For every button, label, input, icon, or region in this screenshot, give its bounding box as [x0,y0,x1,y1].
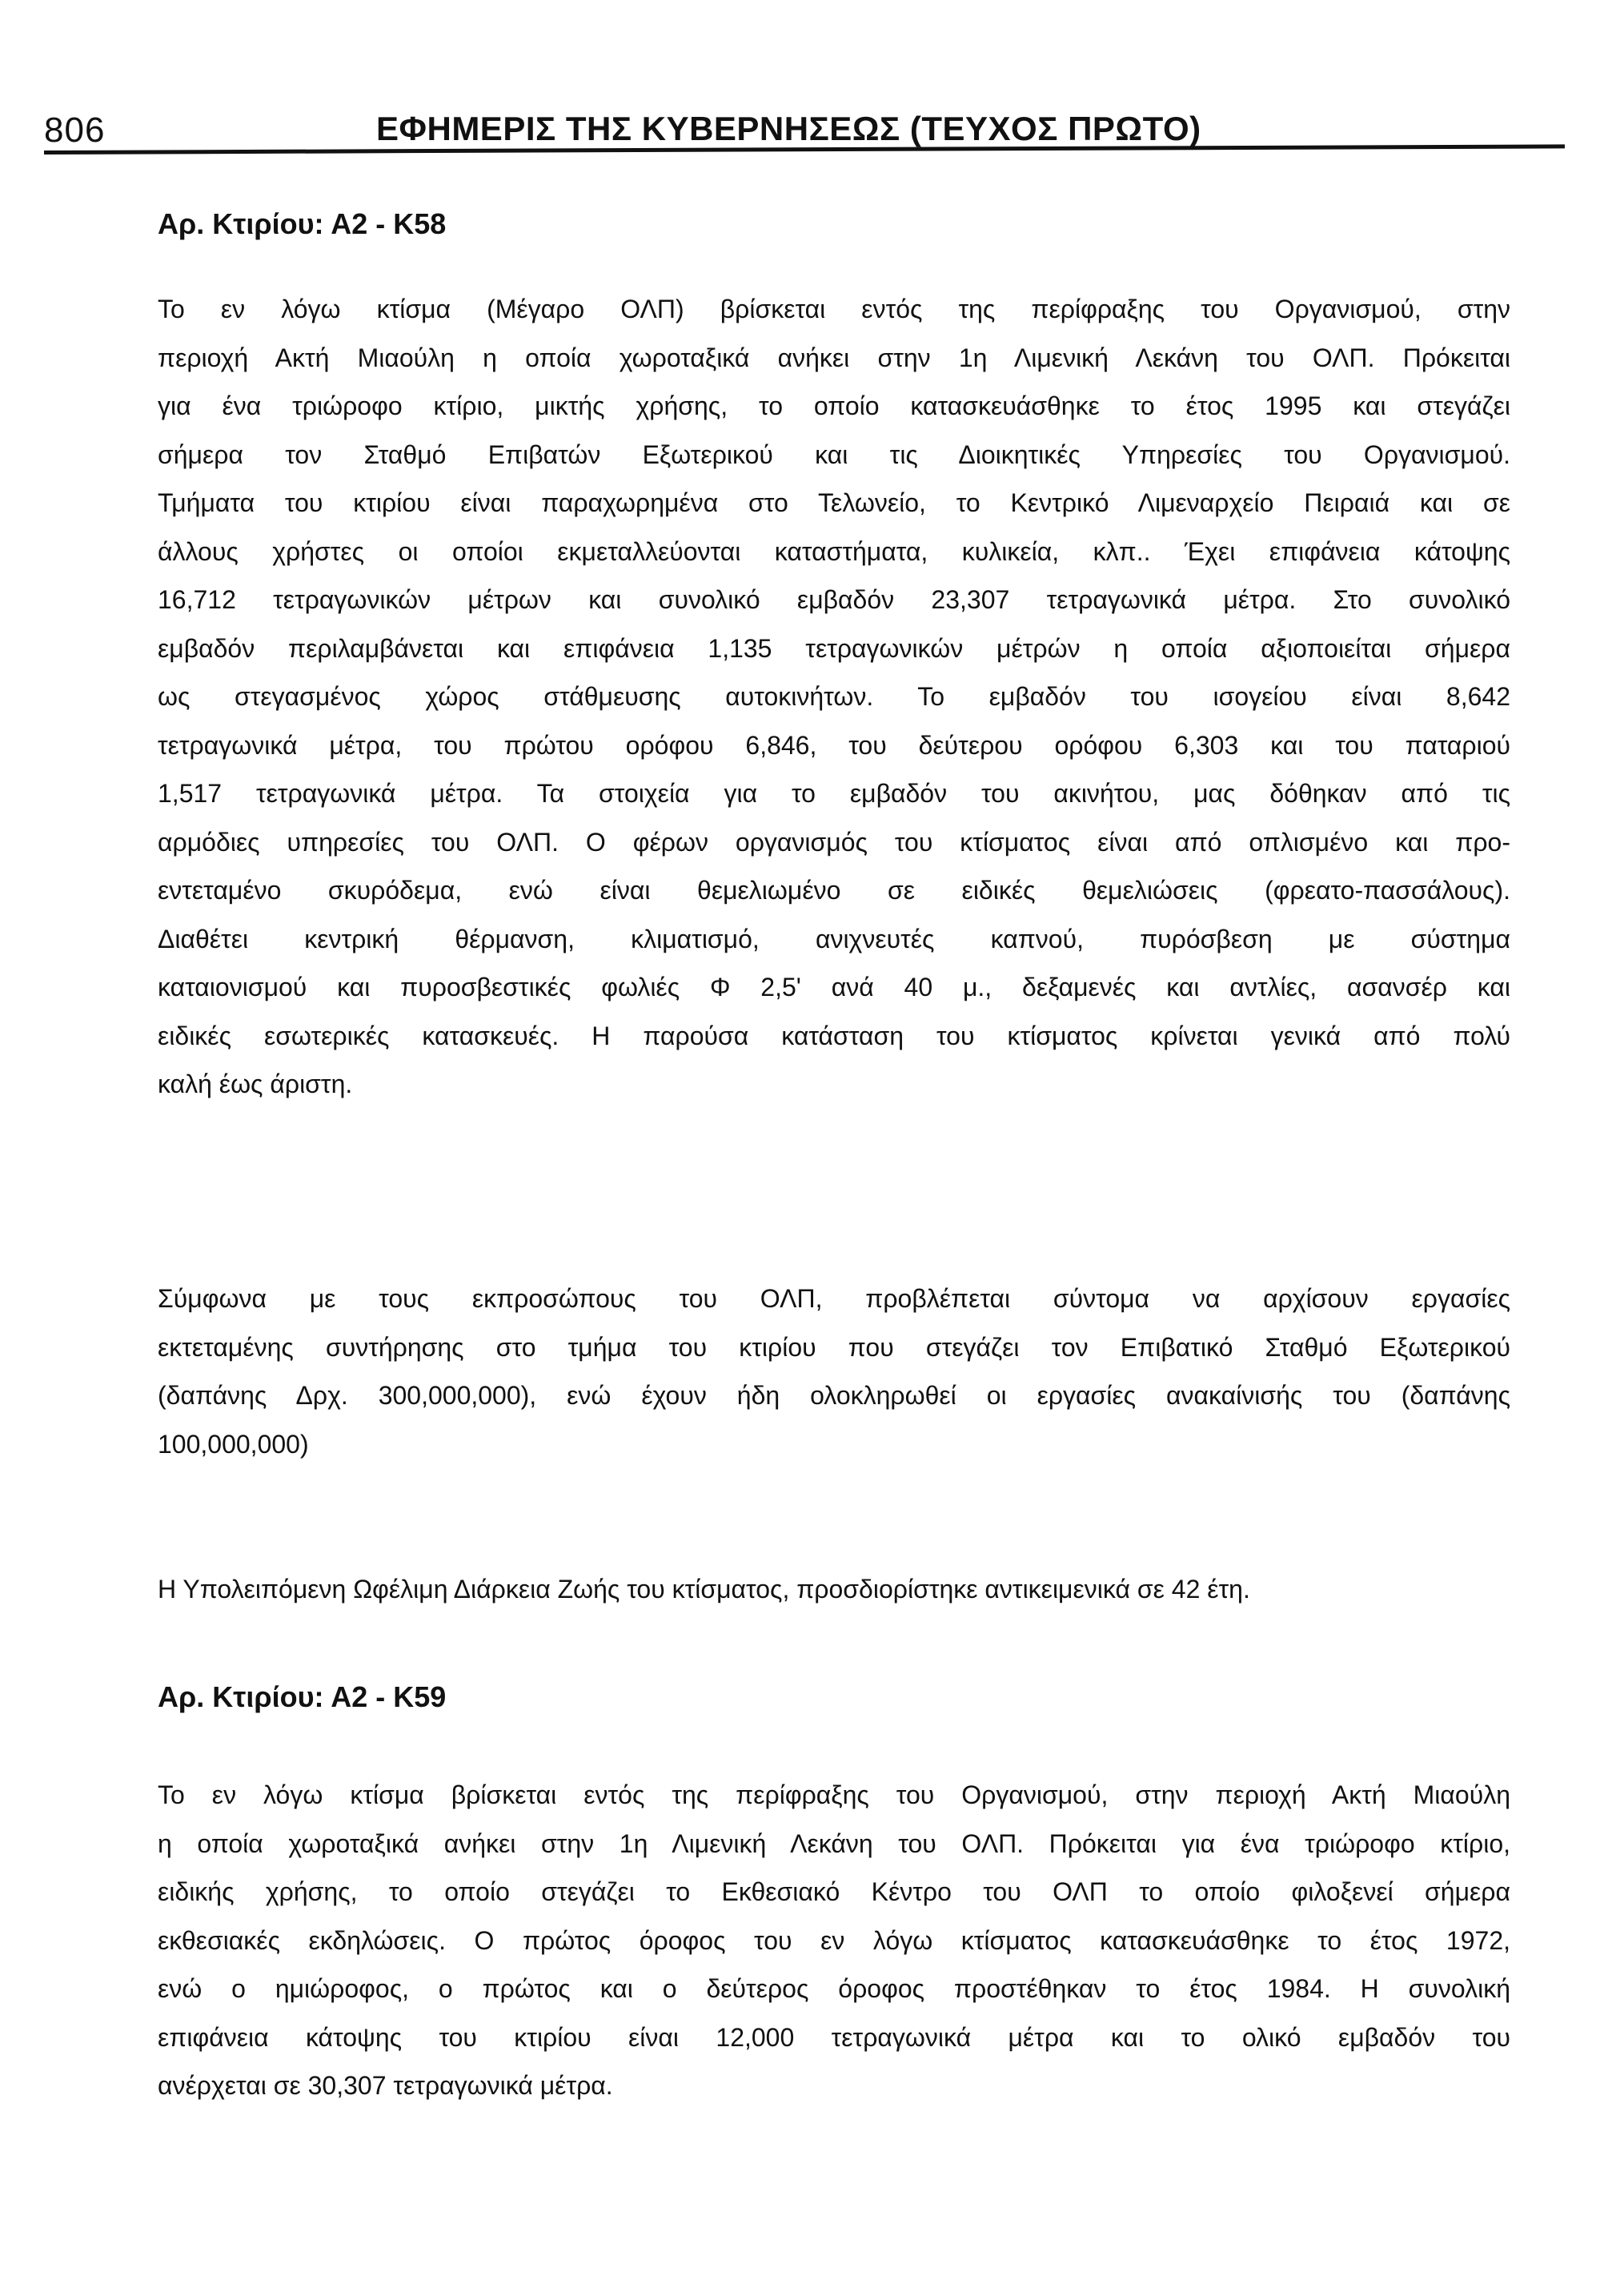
text-line: ανέρχεται σε 30,307 τετραγωνικά μέτρα. [158,2071,613,2100]
text-line: ενώ ο ημιώροφος, ο πρώτος και ο δεύτερος όροφος προστέθηκαν το έτος 1984. Η συνολική [158,1974,1510,2003]
section-heading-k58: Αρ. Κτιρίου: Α2 - Κ58 [158,207,447,240]
paragraph-k59-description [158,1771,1510,2110]
paragraph-k58-description [158,285,1510,1109]
text-line: 16,712 τετραγωνικών μέτρων και συνολικό εμβαδόν 23,307 τετραγωνικά μέτρα. Στο συνολικό [158,585,1510,614]
text-line: ειδικές εσωτερικές κατασκευές. Η παρούσα κατάσταση του κτίσματος κρίνεται γενικά από πολύ [158,1021,1510,1050]
text-line: 100,000,000) [158,1429,309,1459]
text-line: Το εν λόγω κτίσμα (Μέγαρο ΟΛΠ) βρίσκεται εντός της περίφραξης του Οργανισμού, στην [158,295,1510,323]
text-line: αρμόδιες υπηρεσίες του ΟΛΠ. Ο φέρων οργανισμός του κτίσματος είναι από οπλισμένο και προ- [158,827,1510,857]
text-line: για ένα τριώροφο κτίριο, μικτής χρήσης, το οποίο κατασκευάσθηκε το έτος 1995 και στεγάζει [158,391,1510,420]
text-line: καταιονισμού και πυροσβεστικές φωλιές Φ 2,5' ανά 40 μ., δεξαμενές και αντλίες, ασανσέρ και [158,973,1510,1001]
text-line: επιφάνεια κάτοψης του κτιρίου είναι 12,000 τετραγωνικά μέτρα και το ολικό εμβαδόν του [158,2022,1510,2052]
paragraph-k58-useful-life [158,1565,1510,1614]
text-line: Η Υπολειπόμενη Ωφέλιμη Διάρκεια Ζωής του κτίσματος, προσδιορίστηκε αντικειμενικά σε 42 έτη. [158,1575,1250,1604]
paragraph-k58-maintenance [158,1274,1510,1468]
section-heading-k59: Αρ. Κτιρίου: Α2 - Κ59 [158,1680,447,1713]
text-line: Διαθέτει κεντρική θέρμανση, κλιματισμό, ανιχνευτές καπνού, πυρόσβεση με σύστημα [158,924,1510,953]
text-line: εμβαδόν περιλαμβάνεται και επιφάνεια 1,135 τετραγωνικών μέτρών η οποία αξιοποιείται σήμερα [158,633,1510,663]
text-line: (δαπάνης Δρχ. 300,000,000), ενώ έχουν ήδη ολοκληρωθεί οι εργασίες ανακαίνισής του (δαπάνης [158,1381,1510,1410]
text-line: Σύμφωνα με τους εκπροσώπους του ΟΛΠ, προβλέπεται σύντομα να αρχίσουν εργασίες [158,1284,1510,1313]
text-line: Το εν λόγω κτίσμα βρίσκεται εντός της περίφραξης του Οργανισμού, στην περιοχή Ακτή Μιαούλη [158,1780,1510,1809]
text-line: καλή έως άριστη. [158,1070,353,1098]
text-line: ειδικής χρήσης, το οποίο στεγάζει το Εκθεσιακό Κέντρο του ΟΛΠ το οποίο φιλοξενεί σήμερα [158,1877,1510,1906]
text-line: περιοχή Ακτή Μιαούλη η οποία χωροταξικά ανήκει στην 1η Λιμενική Λεκάνη του ΟΛΠ. Πρόκειται [158,343,1510,372]
text-line: τετραγωνικά μέτρα, του πρώτου ορόφου 6,846, του δεύτερου ορόφου 6,303 και του παταριού [158,730,1510,760]
page-number: 806 [44,110,106,150]
text-line: η οποία χωροταξικά ανήκει στην 1η Λιμενική Λεκάνη του ΟΛΠ. Πρόκειται για ένα τριώροφο κτίριο, [158,1828,1510,1858]
text-line: εκτεταμένης συντήρησης στο τμήμα του κτιρίου που στεγάζει τον Επιβατικό Σταθμό Εξωτερικού [158,1332,1510,1362]
text-line: Τμήματα του κτιρίου είναι παραχωρημένα στο Τελωνείο, το Κεντρικό Λιμεναρχείο Πειραιά και σε [158,488,1510,517]
running-head-title: ΕΦΗΜΕΡΙΣ ΤΗΣ ΚΥΒΕΡΝΗΣΕΩΣ (ΤΕΥΧΟΣ ΠΡΩΤΟ) [376,110,1201,147]
text-line: ως στεγασμένος χώρος στάθμευσης αυτοκινήτων. Το εμβαδόν του ισογείου είναι 8,642 [158,682,1510,711]
text-line: σήμερα τον Σταθμό Επιβατών Εξωτερικού και τις Διοικητικές Υπηρεσίες του Οργανισμού. [158,440,1510,469]
text-line: άλλους χρήστες οι οποίοι εκμεταλλεύονται καταστήματα, κυλικεία, κλπ.. Έχει επιφάνεια κάτοψης [158,536,1510,566]
text-line: εκθεσιακές εκδηλώσεις. Ο πρώτος όροφος του εν λόγω κτίσματος κατασκευάσθηκε το έτος 1972, [158,1925,1510,1955]
text-line: εντεταμένο σκυρόδεμα, ενώ είναι θεμελιωμένο σε ειδικές θεμελιώσεις (φρεατο-πασσάλους). [158,876,1510,905]
text-line: 1,517 τετραγωνικά μέτρα. Τα στοιχεία για το εμβαδόν του ακινήτου, μας δόθηκαν από τις [158,779,1510,808]
